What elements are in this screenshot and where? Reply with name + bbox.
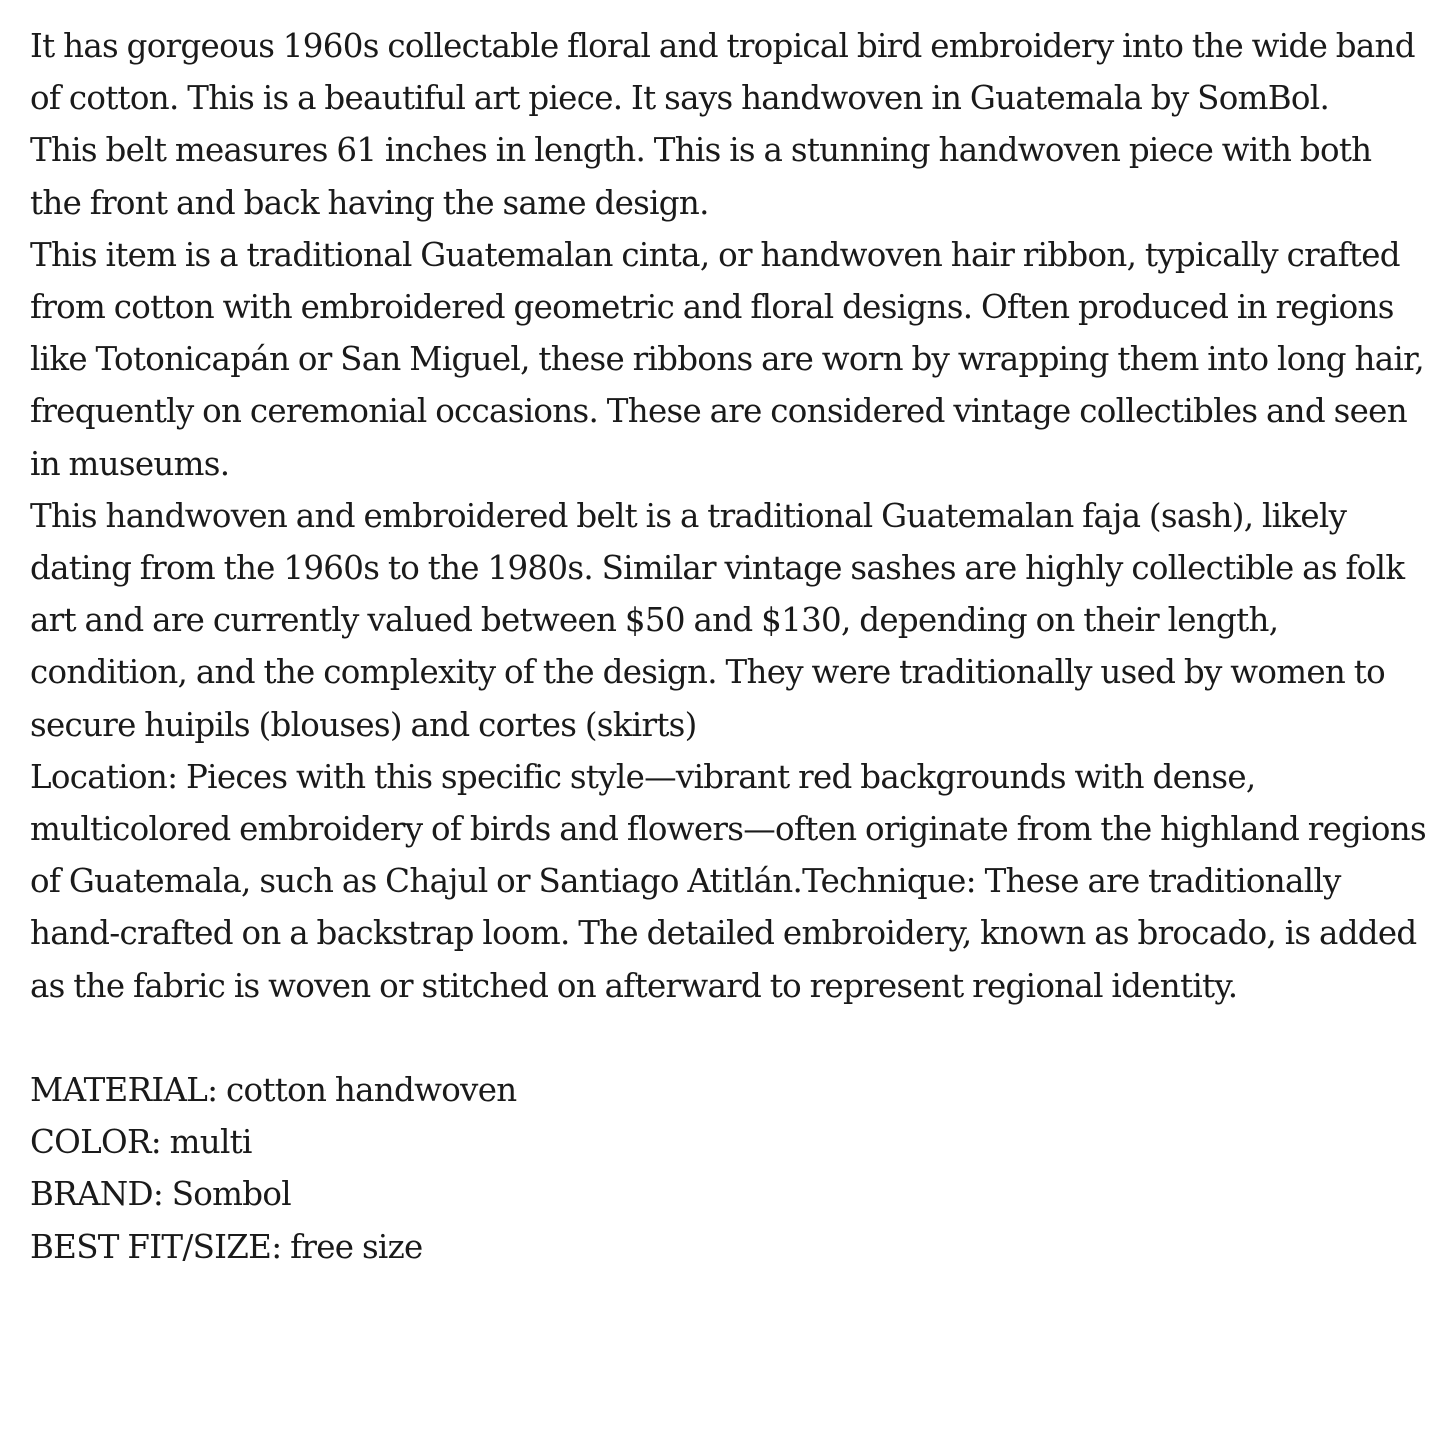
description-paragraph-cinta: This item is a traditional Guatemalan cinta, or handwoven hair ribbon, typically crafted from cotton with embroidered geometric and floral designs. Often produced in regions like Totonicapán or San Miguel, these ribbons are worn by wrapping them into long hair, frequently on ceremonial occasions. These are considered vintage collectibles and seen in museums. [30,235,1425,483]
paragraph-spacer [30,1012,1430,1064]
description-paragraph-length: This belt measures 61 inches in length. This is a stunning handwoven piece with both the front and back having the same design. [30,131,1372,222]
spec-material: MATERIAL: cotton handwoven [30,1071,517,1110]
listing-description [30,20,1430,1273]
spec-color: COLOR: multi [30,1123,252,1162]
spec-brand: BRAND: Sombol [30,1175,291,1214]
description-paragraph-location: Location: Pieces with this specific style—vibrant red backgrounds with dense, multicolored embroidery of birds and flowers—often originate from the highland regions of Guatemala, such as Chajul or Santiago Atitlán.Technique: These are traditionally hand-crafted on a backstrap loom. The detailed embroidery, known as brocado, is added as the fabric is woven or stitched on afterward to represent regional identity. [30,757,1426,1005]
description-paragraph-embroidery: It has gorgeous 1960s collectable floral and tropical bird embroidery into the wide band of cotton. This is a beautiful art piece. It says handwoven in Guatemala by SomBol. [30,27,1415,118]
description-paragraph-faja: This handwoven and embroidered belt is a traditional Guatemalan faja (sash), likely dating from the 1960s to the 1980s. Similar vintage sashes are highly collectible as folk art and are currently valued between $50 and $130, depending on their length, condition, and the complexity of the design. They were traditionally used by women to secure huipils (blouses) and cortes (skirts) [30,496,1405,744]
spec-best-fit-size: BEST FIT/SIZE: free size [30,1227,423,1266]
spec-list [30,1064,1430,1273]
